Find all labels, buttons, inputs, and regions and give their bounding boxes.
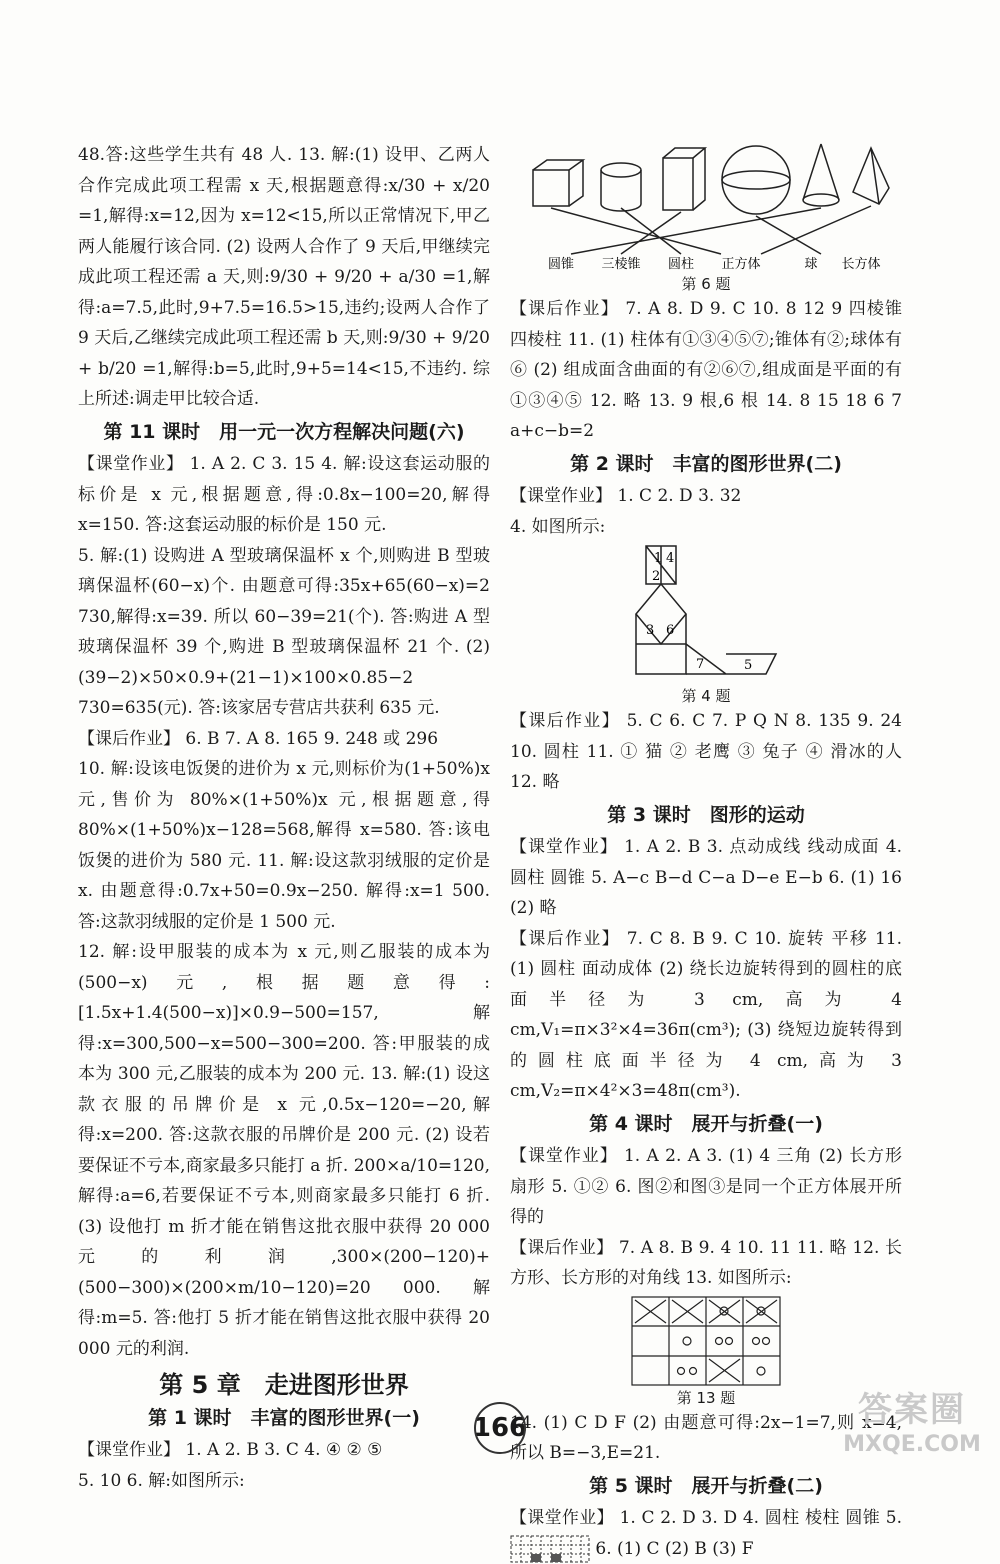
answer-paragraph: 5. 10 6. 解:如图所示: <box>78 1470 245 1491</box>
answer-paragraph: 【课堂作业】 1. A 2. C 3. 15 4. 解:设这套运动服的标价是 x 元,根据题意,得:0.8x−100=20,解得 x=150. 答:这套运动服的标价是 150 元. <box>78 454 490 535</box>
answer-paragraph <box>510 1503 902 1564</box>
answer-paragraph: 【课后作业】 5. C 6. C 7. P Q N 8. 135 9. 24 10. 圆柱 11. ① 猫 ② 老鹰 ③ 兔子 ④ 滑冰的人 12. 略 <box>510 711 902 792</box>
figure-13-dot-grid <box>631 1296 781 1386</box>
answer-paragraph: 10. 解:设该电饭煲的进价为 x 元,则标价为(1+50%)x 元,售价为 80%×(1+50%)x 元,根据题意,得 80%×(1+50%)x−128=568,解得 x=580. 答:该电饭煲的进价为 580 元. 11. 解:设这款羽绒服的定价是 x. 由题意得:0.7x+50=0.9x−250. 解得:x=1 500. 答:这款羽绒服的定价是 1 500 元. <box>78 759 490 932</box>
answer-text: 【课堂作业】 1. C 2. D 3. D 4. 圆柱 棱柱 圆锥 5. <box>510 1508 902 1528</box>
figure-caption: 第 4 题 <box>681 687 731 705</box>
answer-paragraph: 48.答:这些学生共有 48 人. 13. 解:(1) 设甲、乙两人合作完成此项工程需 x 天,根据题意得:x/30 + x/20 =1,解得:x=12,因为 x=12<15,所以正常情况下,甲乙两人能履行该合同. (2) 设两人合作了 9 天后,甲继续完成此项工程还需 a 天,则:9/30 + 9/20 + a/30 =1,解得:a=7.5,此时,9+7.5=16.5>15,违约;设两人合作了 9 天后,乙继续完成此项工程还需 b 天,则:9/30 + 9/20 + b/20 =1,解得:b=5,此时,9+5=14<15,不违约. 综上所述:调走甲比较合适. <box>78 145 490 409</box>
lesson-heading: 第 1 课时 丰富的图形世界(一) <box>148 1406 420 1429</box>
watermark <box>832 1388 992 1458</box>
figure-4-tangram-cat <box>626 544 786 684</box>
lesson-heading: 第 5 课时 展开与折叠(二) <box>589 1474 823 1497</box>
fig6-label: 圆柱 <box>667 257 695 272</box>
answer-text: 6. (1) C (2) B (3) F <box>595 1538 754 1559</box>
lesson-heading: 第 11 课时 用一元一次方程解决问题(六) <box>103 420 465 443</box>
left-column <box>78 140 490 1496</box>
page-number: 166 <box>460 1408 540 1448</box>
tangram-piece-number: 6 <box>666 623 675 638</box>
fig6-label: 长方体 <box>841 257 881 272</box>
figure-5-grid <box>510 1535 590 1563</box>
right-column <box>510 140 902 1564</box>
tangram-piece-number: 5 <box>744 658 753 673</box>
answer-paragraph: 【课堂作业】 1. A 2. B 3. 点动成线 线动成面 4. 圆柱 圆锥 5. A−c B−d C−a D−e E−b 6. (1) 16 (2) 略 <box>510 837 902 918</box>
tangram-piece-number: 3 <box>646 623 655 638</box>
tangram-piece-number: 1 <box>654 551 663 566</box>
lesson-heading: 第 4 课时 展开与折叠(一) <box>589 1112 823 1135</box>
lesson-heading: 第 3 课时 图形的运动 <box>607 803 805 826</box>
answer-paragraph: 【课堂作业】 1. A 2. A 3. (1) 4 三角 (2) 长方形 扇形 5. ①② 6. 图②和图③是同一个正方体展开所得的 <box>510 1146 902 1227</box>
tangram-piece-number: 7 <box>696 657 705 672</box>
answer-paragraph: 【课堂作业】 1. C 2. D 3. 32 <box>510 486 742 506</box>
chapter-heading: 第 5 章 走进图形世界 <box>159 1371 409 1399</box>
figure-caption: 第 13 题 <box>676 1388 736 1407</box>
answer-paragraph: 【课后作业】 7. C 8. B 9. C 10. 旋转 平移 11. (1) 圆柱 面动成体 (2) 绕长边旋转得到的圆柱的底面半径为 3 cm,高为 4 cm,V₁=π×3²×4=36π(cm³); (3) 绕短边旋转得到的圆柱底面半径为 4 cm,高为 3 cm,V₂=π×4²×3=48π(cm³). <box>510 928 902 1101</box>
figure-caption: 第 6 题 <box>681 275 731 293</box>
figure-6-solids-matching <box>521 142 891 272</box>
tangram-piece-number: 2 <box>652 569 661 584</box>
answer-paragraph: 5. 解:(1) 设购进 A 型玻璃保温杯 x 个,则购进 B 型玻璃保温杯(60−x)个. 由题意可得:35x+65(60−x)=2 730,解得:x=39. 所以 60−39=21(个). 答:购进 A 型玻璃保温杯 39 个,购进 B 型玻璃保温杯 21 个. (2) (39−2)×50×0.9+(21−1)×100×0.85−2 730=635(元). 答:该家居专营店共获利 635 元. <box>78 545 490 718</box>
fig6-label: 球 <box>804 257 818 272</box>
answer-paragraph: 【课后作业】 6. B 7. A 8. 165 9. 248 或 296 <box>78 728 439 749</box>
fig6-label: 正方体 <box>721 257 761 272</box>
answer-paragraph: 【课后作业】 7. A 8. D 9. C 10. 8 12 9 四棱锥 四棱柱 11. (1) 柱体有①③④⑤⑦;锥体有②;球体有⑥ (2) 组成面含曲面的有②⑥⑦,组成面是平面的有①③④⑤ 12. 略 13. 9 根,6 根 14. 8 15 18 6 7 a+c−b=2 <box>510 299 902 441</box>
watermark-url: MXQE.COM <box>843 1432 981 1457</box>
fig6-label: 圆锥 <box>547 257 575 272</box>
answer-paragraph: 12. 解:设甲服装的成本为 x 元,则乙服装的成本为(500−x)元,根据题意得:[1.5x+1.4(500−x)]×0.9−500=157,解得:x=300,500−x=500−300=200. 答:甲服装的成本为 300 元,乙服装的成本为 200 元. 13. 解:(1) 设这款衣服的吊牌价是 x 元,0.5x−120=−20,解得:x=200. 答:这款衣服的吊牌价是 200 元. (2) 设若要保证不亏本,商家最多只能打 a 折. 200×a/10=120,解得:a=6,若要保证不亏本,则商家最多只能打 6 折. (3) 设他打 m 折才能在销售这批衣服中获得 20 000 元的利润,300×(200−120)+(500−300)×(200×m/10−120)=20 000. 解得:m=5. 答:他打 5 折才能在销售这批衣服中获得 20 000 元的利润. <box>78 942 490 1359</box>
answer-paragraph: 14. (1) C D F (2) 由题意可得:2x−1=7,则 x=4,所以 B=−3,E=21. <box>510 1412 902 1463</box>
watermark-title: 答案圈 <box>858 1390 966 1430</box>
lesson-heading: 第 2 课时 丰富的图形世界(二) <box>570 452 842 475</box>
tangram-piece-number: 4 <box>666 551 675 566</box>
answer-paragraph: 【课后作业】 7. A 8. B 9. 4 10. 11 11. 略 12. 长方形、长方形的对角线 13. 如图所示: <box>510 1237 902 1288</box>
answer-paragraph: 【课堂作业】 1. A 2. B 3. C 4. ④ ② ⑤ <box>78 1440 383 1460</box>
answer-paragraph: 4. 如图所示: <box>510 516 606 537</box>
fig6-label: 三棱锥 <box>601 257 641 272</box>
